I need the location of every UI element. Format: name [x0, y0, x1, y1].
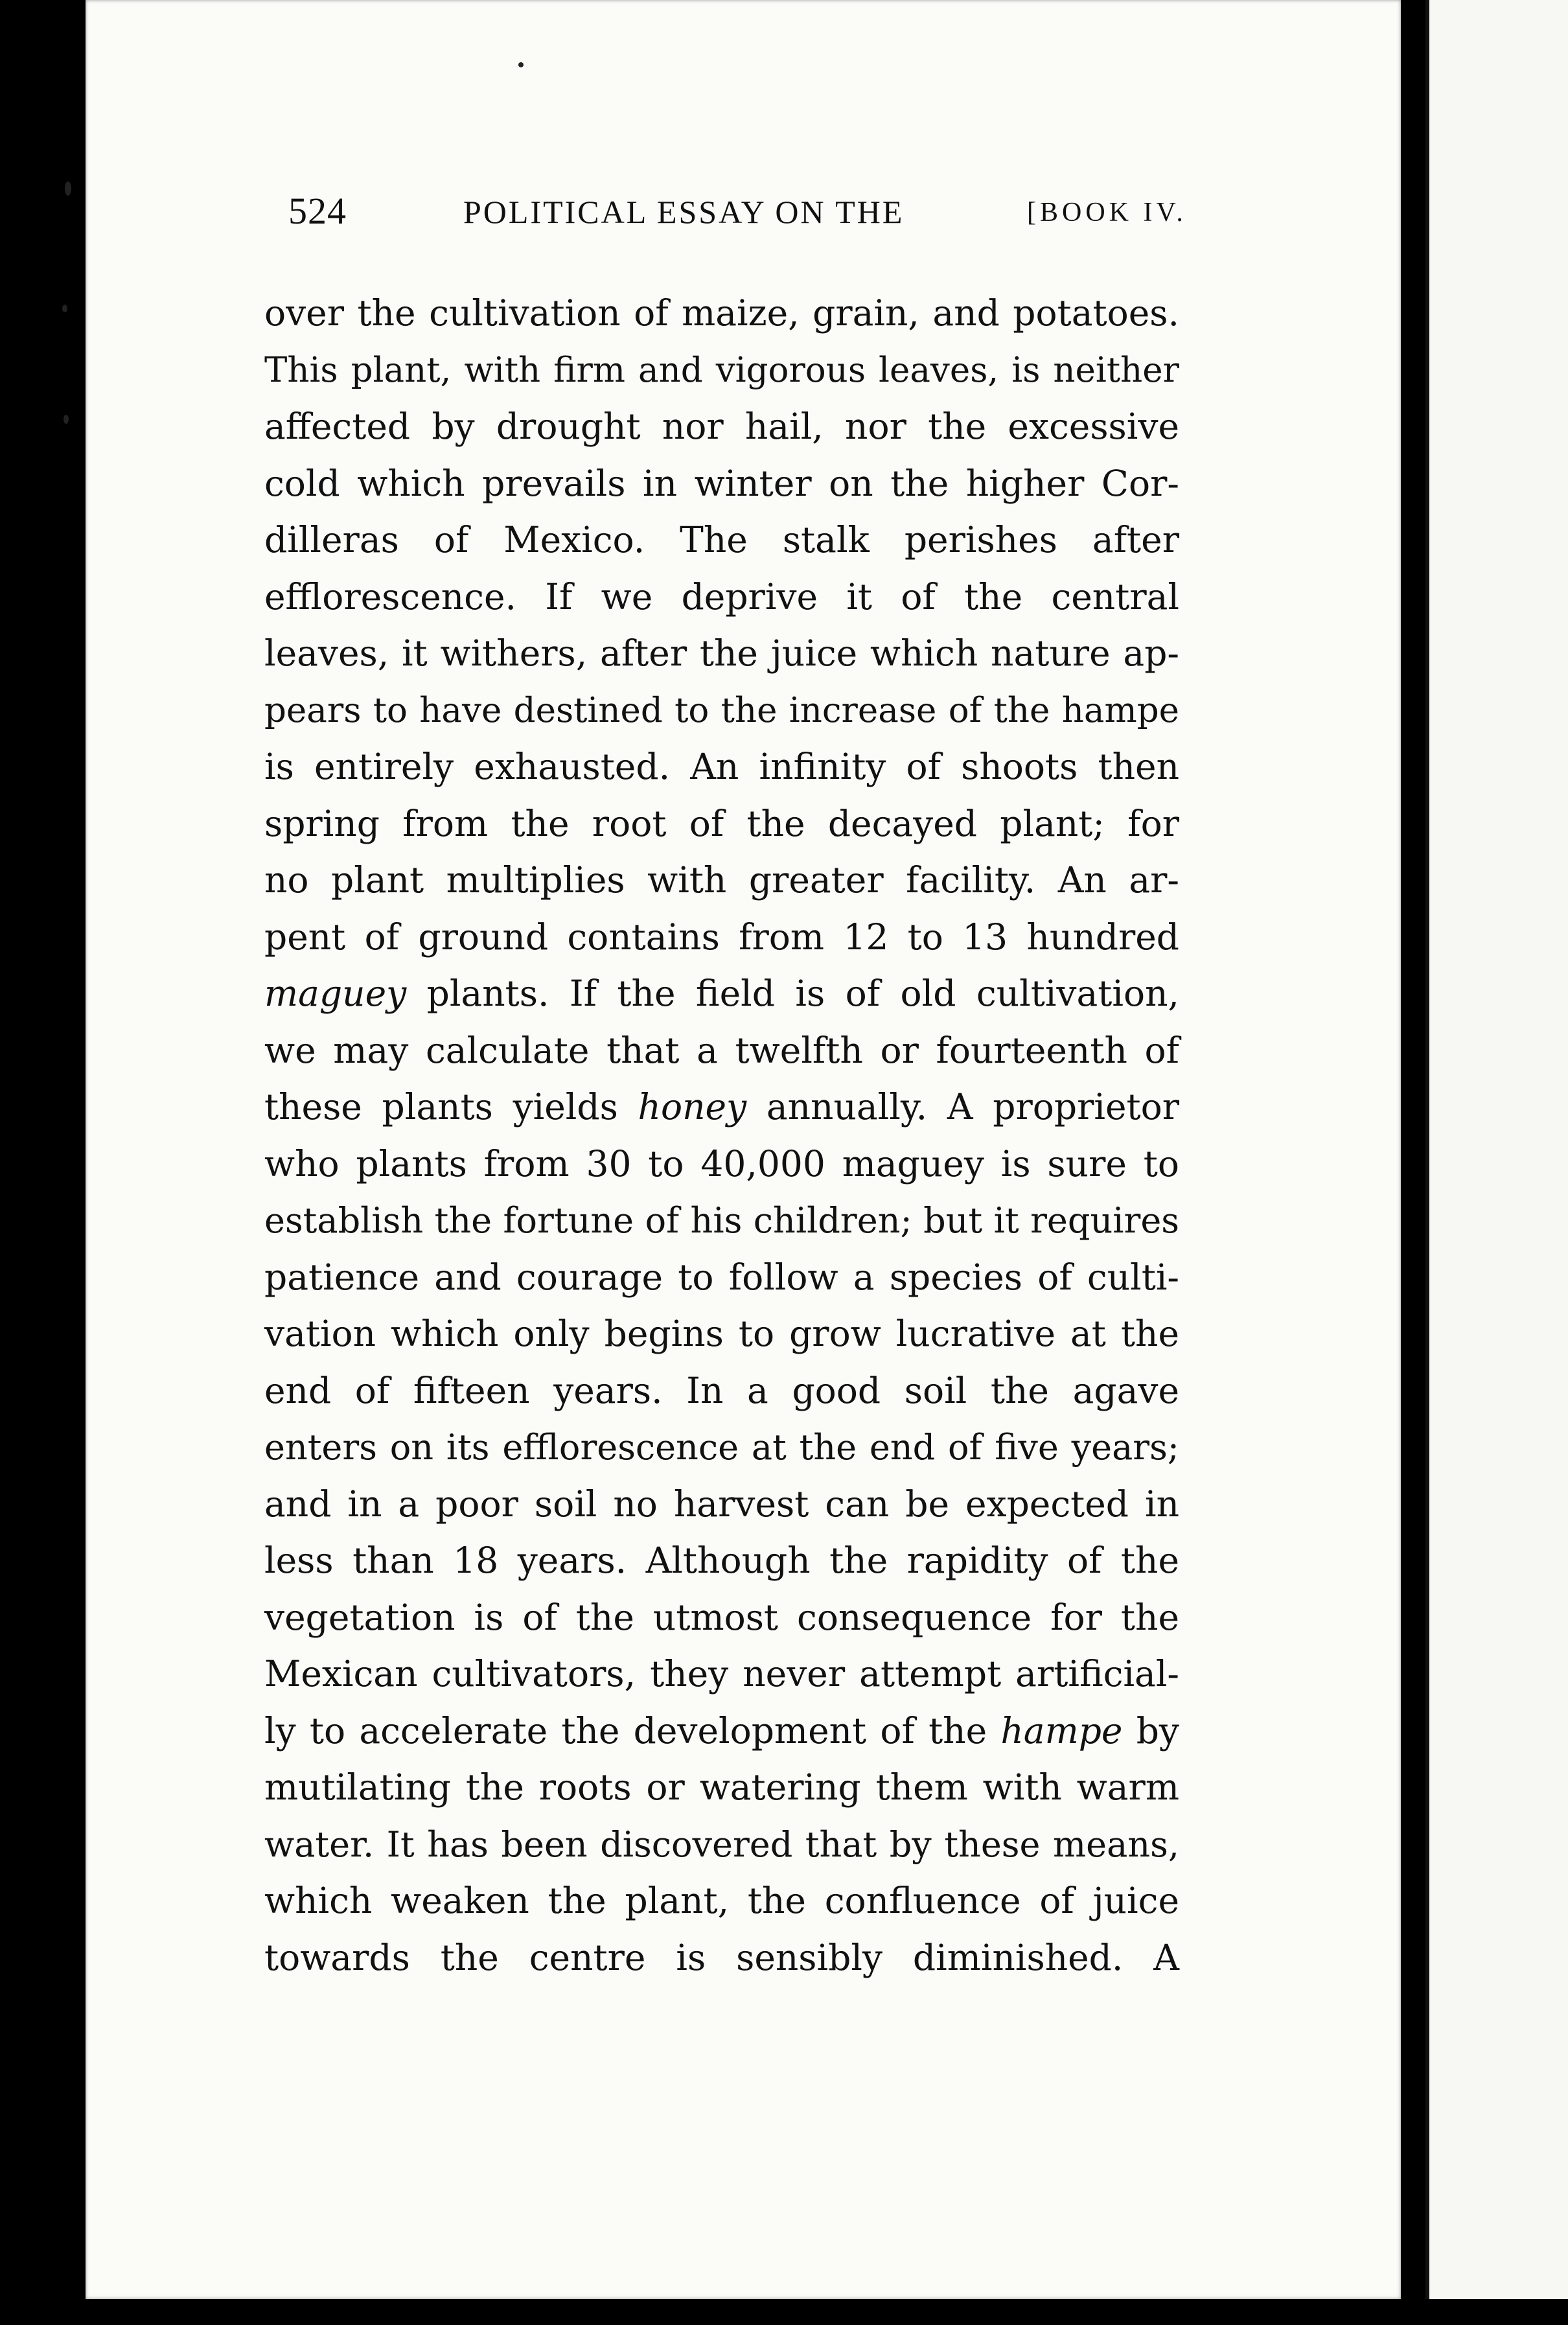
text-line — [264, 852, 1179, 909]
text-line — [264, 682, 1179, 739]
text-line — [264, 1816, 1179, 1873]
text-segment: and in a poor soil no harvest can be expected in — [264, 1483, 1179, 1525]
text-line — [264, 625, 1179, 682]
text-line — [264, 342, 1179, 399]
text-segment: efflorescence. If we deprive it of the central — [264, 575, 1179, 618]
text-line — [264, 1533, 1179, 1590]
text-segment: no plant multiplies with greater facility. An ar- — [264, 859, 1179, 901]
text-segment: over the cultivation of maize, grain, and potatoes. — [264, 292, 1179, 334]
text-line — [264, 1023, 1179, 1080]
text-segment: we may calculate that a twelfth or fourteenth of — [264, 1029, 1179, 1071]
margin-speck — [65, 181, 71, 196]
text-segment: end of fifteen years. In a good soil the agave — [264, 1369, 1179, 1411]
running-title: POLITICAL ESSAY ON THE — [463, 194, 905, 230]
text-line — [264, 569, 1179, 626]
text-segment: This plant, with firm and vigorous leaves, is neither — [264, 350, 1179, 390]
text-segment: spring from the root of the decayed plant; for — [264, 802, 1179, 844]
text-line — [264, 1590, 1179, 1647]
text-segment: by — [1122, 1709, 1179, 1752]
text-line — [264, 1646, 1179, 1703]
text-line — [264, 1079, 1179, 1136]
text-line — [264, 796, 1179, 853]
italic-term: honey — [638, 1086, 747, 1128]
text-segment: establish the fortune of his children; but it requires — [264, 1200, 1179, 1241]
text-line — [264, 1419, 1179, 1476]
text-segment: cold which prevails in winter on the higher Cor- — [264, 462, 1179, 504]
text-line — [264, 909, 1179, 966]
text-line — [264, 1873, 1179, 1930]
text-segment: mutilating the roots or watering them with warm — [264, 1766, 1179, 1808]
text-segment: pears to have destined to the increase of the hampe — [264, 690, 1179, 730]
margin-speck — [518, 62, 524, 67]
text-segment: is entirely exhausted. An infinity of shoots then — [264, 746, 1179, 787]
text-line — [264, 1759, 1179, 1816]
text-segment: patience and courage to follow a species of culti- — [264, 1256, 1179, 1298]
text-segment: plants. If the field is of old cultivation, — [406, 973, 1179, 1014]
text-segment: vegetation is of the utmost consequence for the — [264, 1596, 1179, 1638]
text-segment: less than 18 years. Although the rapidity of the — [264, 1540, 1179, 1581]
margin-speck — [62, 305, 67, 312]
text-segment: pent of ground contains from 12 to 13 hundred — [264, 916, 1179, 958]
italic-term: maguey — [264, 973, 407, 1014]
running-header — [288, 189, 1189, 241]
facing-page-edge — [1425, 0, 1568, 2299]
body-text — [264, 285, 1179, 1986]
text-line — [264, 285, 1179, 342]
text-line — [264, 1192, 1179, 1249]
text-line — [264, 1306, 1179, 1363]
margin-speck — [63, 415, 69, 424]
text-segment: towards the centre is sensibly diminished. A — [264, 1936, 1179, 1978]
text-line — [264, 512, 1179, 569]
text-line — [264, 1930, 1179, 1987]
text-segment: Mexican cultivators, they never attempt artificial- — [264, 1653, 1179, 1695]
text-segment: annually. A proprietor — [746, 1086, 1179, 1128]
text-line — [264, 1476, 1179, 1533]
text-segment: ly to accelerate the development of the — [264, 1709, 1001, 1752]
text-segment: which weaken the plant, the confluence of juice — [264, 1880, 1179, 1921]
book-label: [BOOK IV. — [1027, 198, 1187, 227]
page-number: 524 — [288, 190, 347, 232]
text-segment: leaves, it withers, after the juice which nature ap- — [264, 632, 1179, 674]
text-segment: dilleras of Mexico. The stalk perishes after — [264, 519, 1179, 561]
text-segment: affected by drought nor hail, nor the excessive — [264, 406, 1179, 447]
text-segment: enters on its efflorescence at the end of five years; — [264, 1427, 1179, 1468]
text-segment: who plants from 30 to 40,000 maguey is sure to — [264, 1142, 1179, 1185]
text-segment: vation which only begins to grow lucrative at the — [264, 1313, 1179, 1354]
text-line — [264, 1363, 1179, 1420]
text-line — [264, 1249, 1179, 1306]
text-line — [264, 399, 1179, 456]
text-line — [264, 1703, 1179, 1760]
text-line — [264, 966, 1179, 1023]
text-line — [264, 456, 1179, 513]
text-line — [264, 739, 1179, 796]
italic-term: hampe — [1000, 1709, 1123, 1752]
text-line — [264, 1136, 1179, 1193]
text-segment: water. It has been discovered that by these means, — [264, 1823, 1179, 1865]
text-segment: these plants yields — [264, 1086, 638, 1128]
